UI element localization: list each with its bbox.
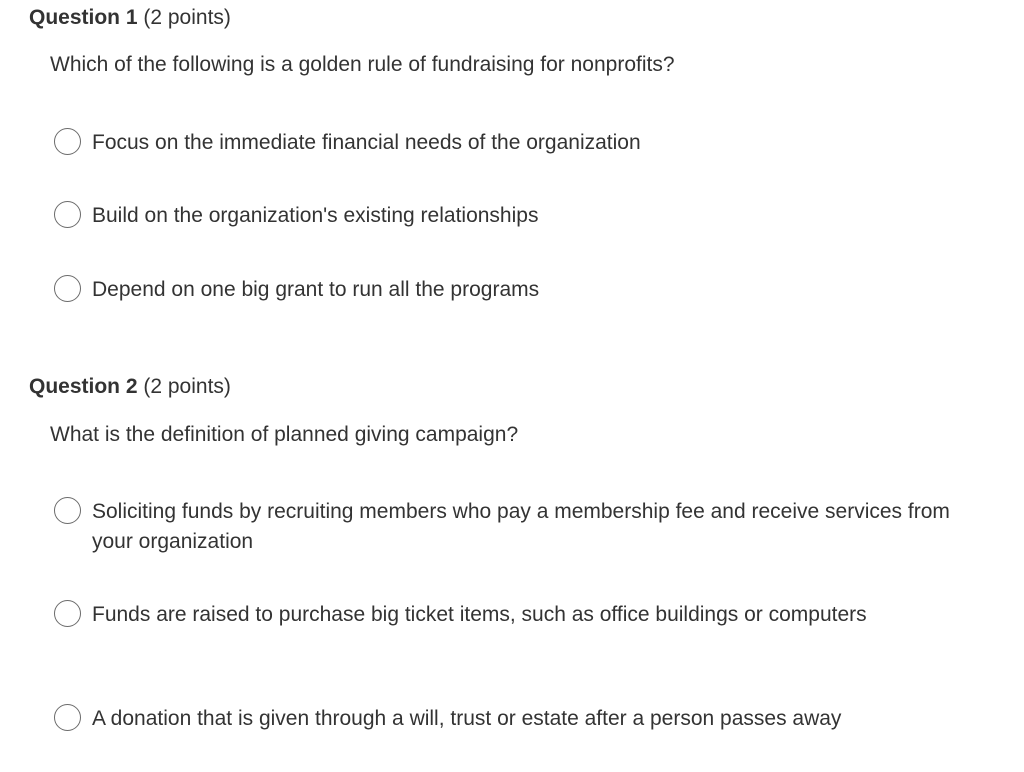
option-label[interactable]: Depend on one big grant to run all the programs xyxy=(92,278,540,301)
option-label[interactable]: Soliciting funds by recruiting members who pay a membership fee and receive services from your organization xyxy=(92,500,950,553)
radio-button-icon[interactable] xyxy=(54,600,81,627)
question-2-heading xyxy=(29,374,231,400)
radio-button-icon[interactable] xyxy=(54,275,81,302)
option-label[interactable]: Funds are raised to purchase big ticket items, such as office buildings or computers xyxy=(92,603,867,626)
question-1-heading xyxy=(29,5,231,31)
radio-button-icon[interactable] xyxy=(54,497,81,524)
option-label[interactable]: A donation that is given through a will, trust or estate after a person passes away xyxy=(92,707,842,730)
question-1-prompt: Which of the following is a golden rule of fundraising for nonprofits? xyxy=(50,53,675,76)
option-label[interactable]: Build on the organization's existing relationships xyxy=(92,204,539,227)
question-2-title: Question 2 xyxy=(29,375,138,398)
radio-button-icon[interactable] xyxy=(54,128,81,155)
question-2-prompt: What is the definition of planned giving campaign? xyxy=(50,423,519,446)
question-2-points: (2 points) xyxy=(143,375,231,398)
radio-button-icon[interactable] xyxy=(54,704,81,731)
question-1-points: (2 points) xyxy=(143,6,231,29)
question-1-title: Question 1 xyxy=(29,6,138,29)
radio-button-icon[interactable] xyxy=(54,201,81,228)
option-label[interactable]: Focus on the immediate financial needs of the organization xyxy=(92,131,641,154)
